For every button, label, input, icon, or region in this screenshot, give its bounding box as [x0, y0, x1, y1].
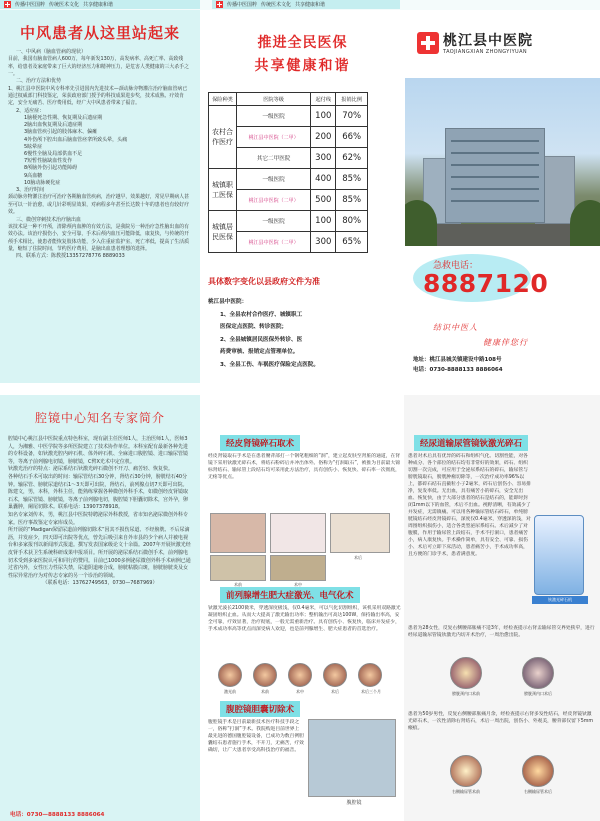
emergency-label: 急救电话：	[433, 261, 479, 271]
kidney-photo	[210, 513, 266, 553]
window-row	[451, 140, 539, 142]
hospital-level: 桃江县中医院（二甲）	[237, 190, 311, 211]
endoscope-image	[522, 657, 554, 689]
table-row	[209, 106, 368, 127]
bottom-brochure	[0, 395, 600, 821]
endoscope-image	[450, 755, 482, 787]
red-cross-icon	[216, 1, 223, 8]
hospital-name: 桃江县中医院	[443, 33, 533, 49]
ratio: 70%	[336, 106, 368, 127]
policy-note: 具体数字变化以县政府文件为准	[208, 277, 320, 286]
slogan-b: 健康伴您行	[483, 338, 528, 347]
indication-item: 9高血糖	[24, 172, 43, 179]
threshold: 200	[311, 127, 336, 148]
gall-title: 腹腔镜胆囊切除术	[220, 701, 300, 717]
stroke-contact: 四、联系方式：陈教授13357278776 8889033	[16, 253, 125, 260]
stroke-title: 中风患者从这里站起来	[19, 24, 180, 42]
experts-paragraph: 陈建文，男，本科，外科主任，能熟练掌握各种微创外科手术，如微创经皮肾镜取石术，输尿管镜、膀胱镜，等离子前列腺电切，腹腔镜下胆囊切除术，宫外孕，卵巢囊肿，阑尾切除术。联系电话：13907378918。	[8, 489, 189, 511]
experts-paragraph: 腔镜中心桃江县中医院重点特色科室，现有副主任医师1人，主治医师1人，医师3人，为湘雅、中医学院等多所医院建立了技术协作单位。本科室配有最新各种先进的专科设备，如钬激光腔内碎石机、体外碎石机、全麻进口腹腔镜、进口输尿管镜等，等离子前列腺电切镜，膀胱镜，C臂X光术中定位机。	[8, 436, 189, 465]
experts-contact: （联系电话：13762749563，0730—7687969）	[42, 580, 158, 587]
header-strip-middle	[212, 0, 400, 9]
endoscope-image	[358, 663, 382, 687]
laser-device-image	[534, 515, 584, 595]
hospital-level: 一级医院	[237, 211, 311, 232]
kidney-title: 经皮肾镜碎石取术	[220, 435, 300, 451]
insurance-table	[208, 92, 368, 253]
endoscope-image	[253, 663, 277, 687]
table-row	[209, 211, 368, 232]
hospital-level: 桃江县中医院（二甲）	[237, 127, 311, 148]
image-caption: 术后	[354, 555, 362, 560]
ureter-case-1: 患者为28女性，反复右侧腰部胀痛不适3年，经检查提示右肾盂输尿管交界处狭窄，进行经尿道输尿管镜钬激光内切开术治疗，一周治愈出院。	[408, 626, 595, 638]
image-caption: 术前	[261, 689, 269, 694]
ratio: 80%	[336, 211, 368, 232]
emergency-badge	[413, 254, 549, 302]
image-caption: 术后三个月	[361, 689, 381, 694]
endoscope-image	[218, 663, 242, 687]
ureteroscopy-panel	[404, 395, 600, 821]
kidney-diagram	[330, 513, 390, 553]
stroke-sec5-head: 三、微创穿刺技术治疗脑出血	[16, 216, 82, 223]
stroke-sec5-body: 该技术是一种不开颅，清除颅内血肿的有效方法，是我院另一种治疗急性脑出血的有效办法。该治疗损伤小，安全可靠，手术后颅内血压可能降低，康复快，与传统的开颅手术相比，使患者能恢复肢体功能，少入住重症监护室，死亡率低，提高了生活质量，缩短了住院时间，节约医疗费用，是脑出血患者理想的选择。	[8, 223, 189, 252]
hospital-level: 其它二甲医院	[237, 148, 311, 169]
strip-item: 共享健康和谐	[83, 2, 114, 8]
policy-list	[208, 296, 403, 371]
sheet-divider	[0, 383, 600, 395]
experts-hotline: 电话：0730—8888133 8886064	[10, 812, 105, 818]
stroke-sec2-head: 二、治疗方法和优势	[16, 78, 62, 85]
slogan-a: 结识中医人	[433, 323, 478, 332]
prostate-body: 钬激光波长2100微米，穿透深度极浅，仅0.4毫米，可以气化切割组织，该机采用双路激光凝固组织止血。从而大大提高了激光输出功率；整机输出可高达100W，保持输出率高，安全可靠，疗效显著，治疗彻底，一般无需重新治疗。具有创伤小、恢复快，临床并发症少，手术成功率高等优点而深受病人欢迎，也是前列腺增生、肥大症患者的首选治疗。	[208, 606, 401, 632]
policy-point: 1、全县农村合作医疗、城镇职工	[220, 311, 303, 318]
ureter-case-2: 患者为50岁男性，反复右侧腰部胀痛月余，经检查提示右肾多发性结石，经皮肾镜钬激光碎石术，一次性清除右肾结石，术后一周出院，创伤小、外观美，腰背部仅留下5mm瘢痕。	[408, 712, 594, 731]
stroke-sec2-body: 1、桃江县中医院中风专科率先引进国内先进技术—颈动脉旁物灌注治疗脑血管病已通过权威部门科技鉴定，荣获政府部门授予的科技成果进步奖，技术成熟、疗效肯定，安全无痛苦、医疗费用低，经广大中风患者带来了福音。	[8, 85, 188, 107]
hospital-level: 一级医院	[237, 106, 311, 127]
gall-body: 腹腔镜手术是目前最新技术医疗科技手段之一，俗称“打洞”手术。我院购进目前世界上最先进的德国腹腔镜设备，已成功为数百例胆囊结石患者施行手术，不开刀，无痛苦，疗效确切，让广大患者享受高科技治疗的福音。	[208, 720, 304, 753]
phone: 电话：0730-8888133 8886064	[413, 367, 503, 373]
threshold: 300	[311, 148, 336, 169]
stroke-panel	[0, 10, 200, 383]
surgery-photo	[308, 719, 396, 797]
experts-paragraph: 各种结石手术可取出的时间：输尿管结石30分钟，肾结石30分钟，膀胱结石40分钟。输尿管、膀胱尿道结石1～3天即可出院，肾结石，前列腺点切7天即可出院。	[8, 473, 188, 488]
hospital-label: 桃江县中医院：	[208, 299, 248, 305]
top-brochure	[0, 0, 600, 383]
ratio: 66%	[336, 127, 368, 148]
window-row	[451, 188, 539, 190]
procedures-panel	[208, 395, 404, 821]
insurance-panel	[200, 10, 405, 383]
endoscope-image	[288, 663, 312, 687]
indication-item: 4外伤颅下腔出血后脑血管痉挛所致头晕，头痛	[24, 136, 128, 143]
indication-item: 3脑血管疾引起的肢体麻木、偏瘫	[24, 129, 98, 136]
image-caption: 右侧输尿管术后	[524, 789, 552, 794]
hospital-level: 一级医院	[237, 169, 311, 190]
col-header: 保险种类	[209, 93, 237, 106]
ratio: 85%	[336, 190, 368, 211]
hospital-pinyin: TAOJIANGXIAN ZHONGYIYUAN	[443, 49, 528, 55]
contact-info	[413, 355, 503, 375]
policy-point: 2、全县城镇居民医保外转诊、医	[220, 336, 303, 343]
indication-item: 6慢性全脑及局部供血不足	[24, 151, 83, 158]
image-caption: 膀胱颈内口术后	[524, 691, 552, 696]
stone-photo	[270, 555, 326, 581]
kidney-body: 经皮肾镜取石手术是在患者腰背部打一个钢笔粗细的“洞”，建立起皮肤至肾脏的通道，在肾镜下采用钬激光碎石术，将结石粉碎后并冲出体外。俗称为“打洞取石”，被推为目前最大锦标肾结石、输尿管上段结石均可采用此方法治疗，具有创伤小、恢复快、碎石率一次彻底，无疼等优点。	[208, 454, 401, 480]
window-row	[451, 152, 539, 154]
stroke-sec1-body: 目前，我国有脑血管病人600万，每年新发130万，高发病率、高死亡率、高致残率，给患者及家庭带来了巨大的经济压力和精神压力，是危害人类健康的三大杀手之一。	[8, 56, 189, 78]
prostate-title: 前列腺增生肥大症激光、电气化术	[220, 587, 360, 603]
threshold: 100	[311, 211, 336, 232]
experts-paragraph: 钬激光治疗的特点：泌尿系结石钬激光碎石微创不开刀、痛苦轻、恢复快。	[8, 466, 174, 473]
image-caption: 术中	[294, 582, 302, 587]
experts-paragraph: 所开展的“Madigan保留尿道前列腺切除术”因其不损伤尿道、不经膀胱、不后尿滴沥，并发症少，四天即可出院等优点，曾先后吸引来自外市县的少个病人并被电视台和多家报刊以新闻形式报道。撰写发表国家级论文十余篇。2007年开展钬激光经皮肾手术获卫生系统科研成果申报项目。所开展的泌尿系结石微创手术，前列腺电切术受到多家医院认可和同行的赞同。目前已1000多例泌尿微创外科手术病例已通过省内外，女性压力性尿失禁，尿道阴道瘘合成，膀胱粘膜白斑，膀胱膀胱炎及女性尿异常治疗为对传志专家的另一个诊治的领域。	[8, 527, 191, 579]
ureter-title: 经尿道输尿管镜钬激光碎石	[414, 435, 528, 451]
policy-point: 3、全县工伤、车祸医疗保险定点医院。	[220, 361, 319, 368]
red-cross-icon	[4, 1, 11, 8]
experts-title: 腔镜中心知名专家简介	[34, 411, 165, 425]
hospital-building-photo	[405, 78, 600, 246]
policy-point: 药费审核、报销定点管理单位。	[220, 349, 299, 355]
header-strip-left	[0, 0, 200, 9]
image-caption: 右侧输尿管术前	[452, 789, 480, 794]
insurance-type: 农村合作医疗	[209, 106, 237, 169]
insurance-slogan-2: 共享健康和谐	[254, 58, 351, 74]
emergency-number: 8887120	[423, 269, 549, 298]
ratio: 85%	[336, 169, 368, 190]
experts-panel	[0, 395, 200, 821]
stroke-sec4-body: 颈动脉旁物灌注治疗可治疗各期脑血管疾病，治疗越早，效果越好，常见早期病人甚至可以一针治愈，或几针彩明显效果，对病程多年甚至长达数十年的患者也有较好疗效。	[8, 194, 189, 216]
indication-item: 7短暂性脑缺血性发作	[24, 158, 73, 165]
strip-item: 传播中医国粹	[227, 2, 258, 8]
image-caption: 术中	[296, 689, 304, 694]
endoscope-image	[522, 755, 554, 787]
strip-item: 传统医术文化	[49, 2, 80, 8]
table-header-row	[209, 93, 368, 106]
threshold: 100	[311, 106, 336, 127]
indication-item: 8颅脑外伤引起功能障碍	[24, 165, 78, 172]
ureter-body: 患者对术后具有优异的碎石和组织气化、切割性能，对各种成分、各个部位的结石均有非常好的效果，碎石、组织切割一次完成，可应用于全泌尿系结石的碎石，输尿管与膀胱镜取石，膀胱肿瘤切除等，一次治疗成功率96%以上，都碎石结石直截粒小子2毫米，碎石后创伤小、容易排净，复发率低。无出血，具有痛苦小的碎石，安全无出血、恢复快，由于大部分患者的结石是结石的，能即时封闭1mm以下的血管，术后不出血。视野清晰，有效减少了并发症，无需镇痛。可以用各种输尿管结石碎石，单纯膀胱镜结石经皮肾镜碎石，深度仅0.4毫米，穿透深的浅，对周围组织损伤小，适合各类型泌尿系结石。术后减少了对腹膜，作用于输尿管上段结石，手术不打洞口，患者痛苦小，病人康复快。手术操作简单，具有安全、可靠、损伤小、术后可立即下床活动，患者痛苦小，手术成功率高，且方便的门诊手术，患者满意度。	[408, 454, 531, 557]
laser-device-label: 钬激光碎石机	[532, 596, 588, 604]
threshold: 500	[311, 190, 336, 211]
col-header: 起付线	[311, 93, 336, 106]
policy-point: 医保定点医院、转诊医院；	[220, 324, 288, 330]
insurance-type: 城镇职工医保	[209, 169, 237, 211]
window-row	[451, 164, 539, 166]
endoscope-image	[450, 657, 482, 689]
address: 地址：桃江县城关镇建设中路108号	[413, 357, 502, 363]
stroke-sec1-head: 一、中风病（脑血管病的现状）	[16, 49, 87, 55]
stone-photo	[210, 555, 266, 581]
strip-item: 传播中医国粹	[15, 2, 46, 8]
surgery-caption: 腹腔镜	[346, 800, 362, 806]
threshold: 400	[311, 169, 336, 190]
window-row	[451, 200, 539, 202]
experts-paragraph: 知名专家刘传本，男，桃江县中医院特聘泌尿外科教授，省市知名泌尿微创外科专家。医疗事故鉴定专家库成员。	[8, 511, 189, 526]
indication-item: 2脑出血恢复期及后遗症期	[24, 122, 83, 129]
tree	[570, 200, 600, 246]
hospital-level: 桃江县中医院（二甲）	[237, 232, 311, 253]
stroke-sec4-head: 3、治疗时间	[16, 187, 45, 194]
window-row	[451, 176, 539, 178]
threshold: 300	[311, 232, 336, 253]
image-caption: 术前	[234, 582, 242, 587]
insurance-type: 城镇居民医保	[209, 211, 237, 253]
col-header: 报销比例	[336, 93, 368, 106]
col-header: 医院等级	[237, 93, 311, 106]
strip-item: 共享健康和谐	[295, 2, 326, 8]
indication-item: 1脑梗死急性期、恢复期及后遗症期	[24, 115, 103, 122]
indication-item: 10脑动脉硬化症	[24, 179, 61, 186]
kidney-diagram	[270, 513, 326, 553]
image-caption: 激光前	[224, 689, 236, 694]
strip-item: 传统医术文化	[261, 2, 292, 8]
endoscope-image	[323, 663, 347, 687]
ratio: 65%	[336, 232, 368, 253]
stroke-sec3-head: 2、适应症：	[16, 107, 45, 114]
image-caption: 术后	[331, 689, 339, 694]
ratio: 62%	[336, 148, 368, 169]
insurance-slogan-1: 推进全民医保	[257, 35, 348, 51]
hospital-panel	[405, 10, 600, 383]
indication-item: 5眩晕症	[24, 143, 43, 150]
image-caption: 膀胱颈内口术前	[452, 691, 480, 696]
hospital-logo-icon	[417, 32, 439, 54]
table-row	[209, 169, 368, 190]
